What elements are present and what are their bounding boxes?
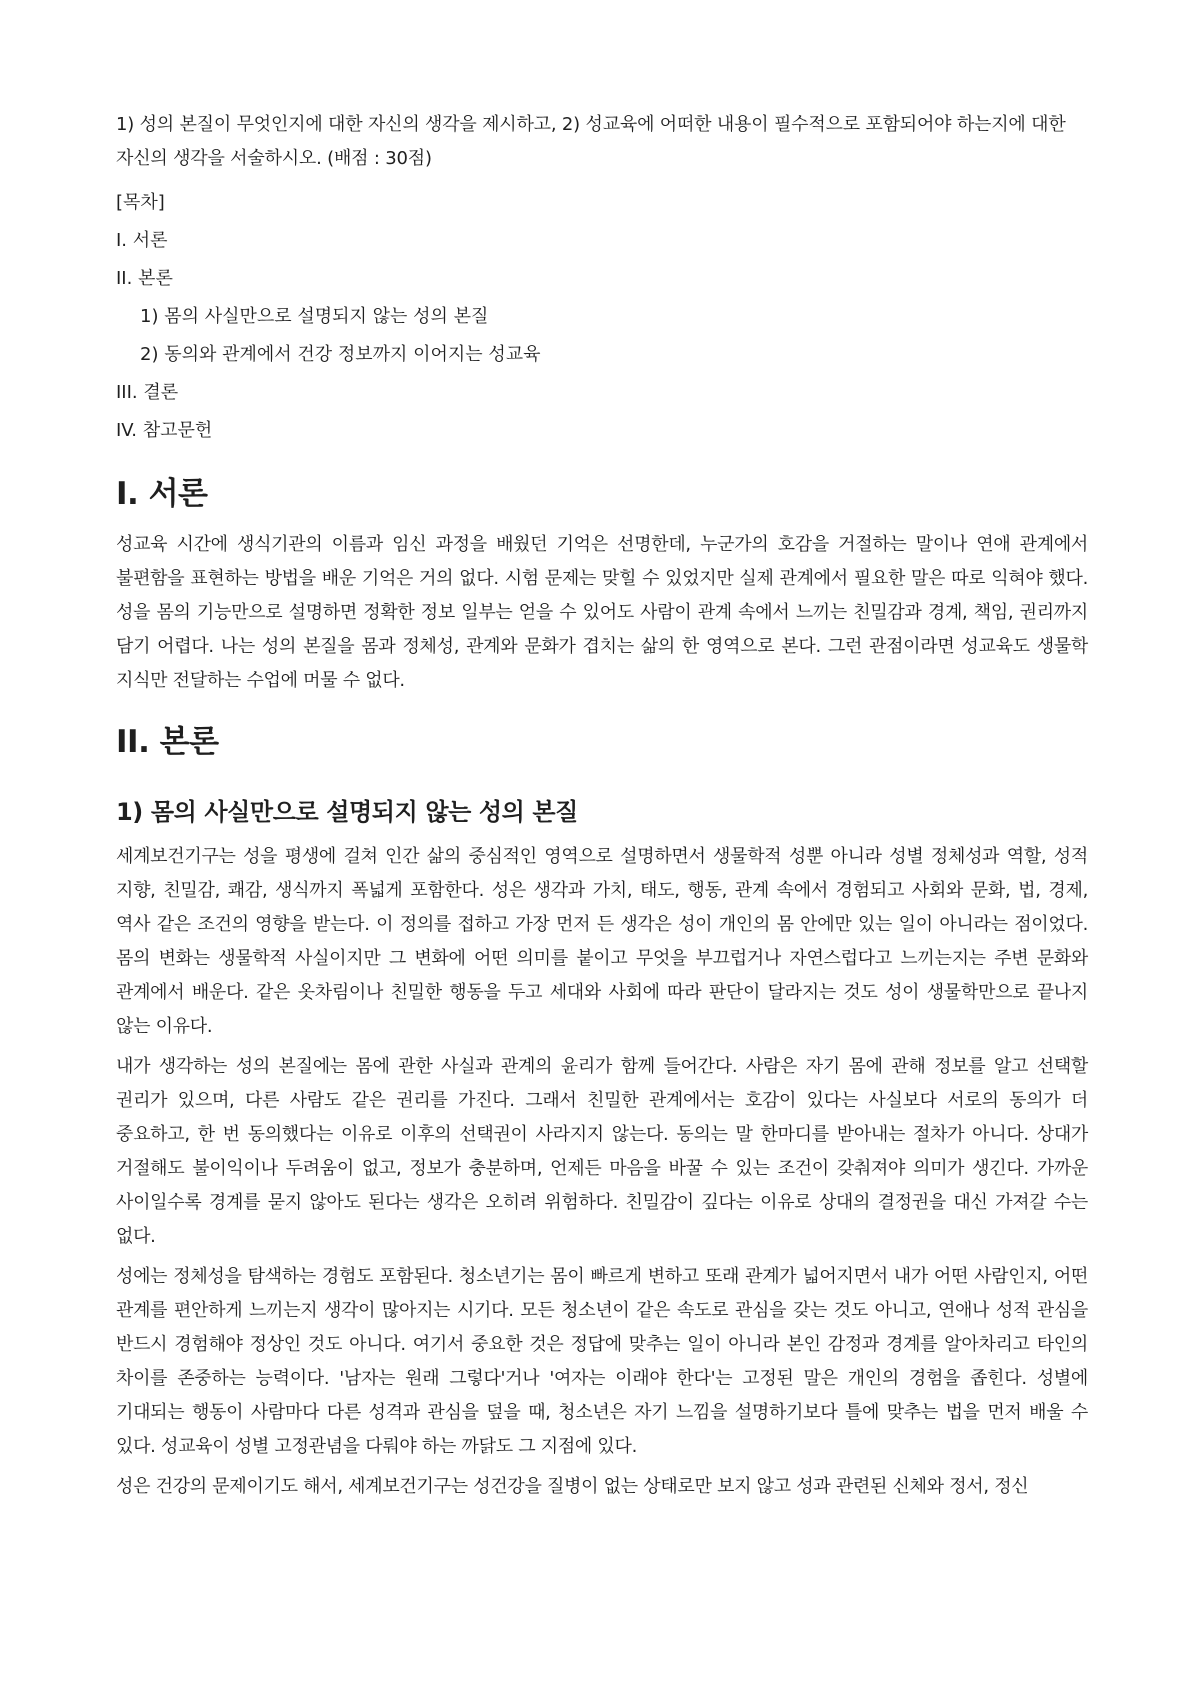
body-section-1-heading: 1) 몸의 사실만으로 설명되지 않는 성의 본질: [116, 798, 578, 826]
toc-item-body-section-1: 1) 몸의 사실만으로 설명되지 않는 성의 본질: [140, 306, 489, 327]
toc-list: [116, 222, 1088, 450]
body-section-1-paragraph: 세계보건기구는 성을 평생에 걸쳐 인간 삶의 중심적인 영역으로 설명하면서 생물학적 성뿐 아니라 성별 정체성과 역할, 성적 지향, 친밀감, 쾌감, 생식까지 폭넓게 포함한다. 성은 생각과 가치, 태도, 행동, 관계 속에서 경험되고 사회와 문화, 법, 경제, 역사 같은 조건의 영향을 받는다. 이 정의를 접하고 가장 먼저 든 생각은 성이 개인의 몸 안에만 있는 일이 아니라는 점이었다. 몸의 변화는 생물학적 사실이지만 그 변화에 어떤 의미를 붙이고 무엇을 부끄럽거나 자연스럽다고 느끼는지는 주변 문화와 관계에서 배운다. 같은 옷차림이나 친밀한 행동을 두고 세대와 사회에 따라 판단이 달라지는 것도 성이 생물학만으로 끝나지 않는 이유다.: [116, 846, 1088, 1037]
toc-item-references: IV. 참고문헌: [116, 420, 213, 441]
toc-item-conclusion: III. 결론: [116, 382, 179, 403]
introduction-paragraph: 성교육 시간에 생식기관의 이름과 임신 과정을 배웠던 기억은 선명한데, 누군가의 호감을 거절하는 말이나 연애 관계에서 불편함을 표현하는 방법을 배운 기억은 거의 없다. 시험 문제는 맞힐 수 있었지만 실제 관계에서 필요한 말은 따로 익혀야 했다. 성을 몸의 기능만으로 설명하면 정확한 정보 일부는 얻을 수 있어도 사람이 관계 속에서 느끼는 친밀감과 경계, 책임, 권리까지 담기 어렵다. 나는 성의 본질을 몸과 정체성, 관계와 문화가 겹치는 삶의 한 영역으로 본다. 그런 관점이라면 성교육도 생물학 지식만 전달하는 수업에 머물 수 없다.: [116, 534, 1088, 691]
assignment-prompt: 1) 성의 본질이 무엇인지에 대한 자신의 생각을 제시하고, 2) 성교육에 어떠한 내용이 필수적으로 포함되어야 하는지에 대한 자신의 생각을 서술하시오. (배점 : 30점): [116, 114, 1066, 169]
body-section-1-paragraph: 성은 건강의 문제이기도 해서, 세계보건기구는 성건강을 질병이 없는 상태로만 보지 않고 성과 관련된 신체와 정서, 정신: [116, 1476, 1029, 1497]
body-section-1-paragraph: 성에는 정체성을 탐색하는 경험도 포함된다. 청소년기는 몸이 빠르게 변하고 또래 관계가 넓어지면서 내가 어떤 사람인지, 어떤 관계를 편안하게 느끼는지 생각이 많아지는 시기다. 모든 청소년이 같은 속도로 관심을 갖는 것도 아니고, 연애나 성적 관심을 반드시 경험해야 정상인 것도 아니다. 여기서 중요한 것은 정답에 맞추는 일이 아니라 본인 감정과 경계를 알아차리고 타인의 차이를 존중하는 능력이다. '남자는 원래 그렇다'거나 '여자는 이래야 한다'는 고정된 말은 개인의 경험을 좁힌다. 성별에 기대되는 행동이 사람마다 다른 성격과 관심을 덮을 때, 청소년은 자기 느낌을 설명하기보다 틀에 맞추는 법을 먼저 배울 수 있다. 성교육이 성별 고정관념을 다뤄야 하는 까닭도 그 지점에 있다.: [116, 1266, 1088, 1457]
toc-title: [목차]: [116, 192, 165, 213]
toc-item-main-body: II. 본론: [116, 268, 173, 289]
main-body-heading: II. 본론: [116, 724, 219, 760]
toc-item-body-section-2: 2) 동의와 관계에서 건강 정보까지 이어지는 성교육: [140, 344, 541, 365]
document-page: [116, 108, 1088, 1510]
introduction-heading: I. 서론: [116, 476, 208, 512]
table-of-contents: [116, 184, 1088, 450]
body-section-1-paragraph: 내가 생각하는 성의 본질에는 몸에 관한 사실과 관계의 윤리가 함께 들어간다. 사람은 자기 몸에 관해 정보를 알고 선택할 권리가 있으며, 다른 사람도 같은 권리를 가진다. 그래서 친밀한 관계에서는 호감이 있다는 사실보다 서로의 동의가 더 중요하고, 한 번 동의했다는 이유로 이후의 선택권이 사라지지 않는다. 동의는 말 한마디를 받아내는 절차가 아니다. 상대가 거절해도 불이익이나 두려움이 없고, 정보가 충분하며, 언제든 마음을 바꿀 수 있는 조건이 갖춰져야 의미가 생긴다. 가까운 사이일수록 경계를 묻지 않아도 된다는 생각은 오히려 위험하다. 친밀감이 깊다는 이유로 상대의 결정권을 대신 가져갈 수는 없다.: [116, 1056, 1088, 1247]
toc-item-introduction: I. 서론: [116, 230, 168, 251]
